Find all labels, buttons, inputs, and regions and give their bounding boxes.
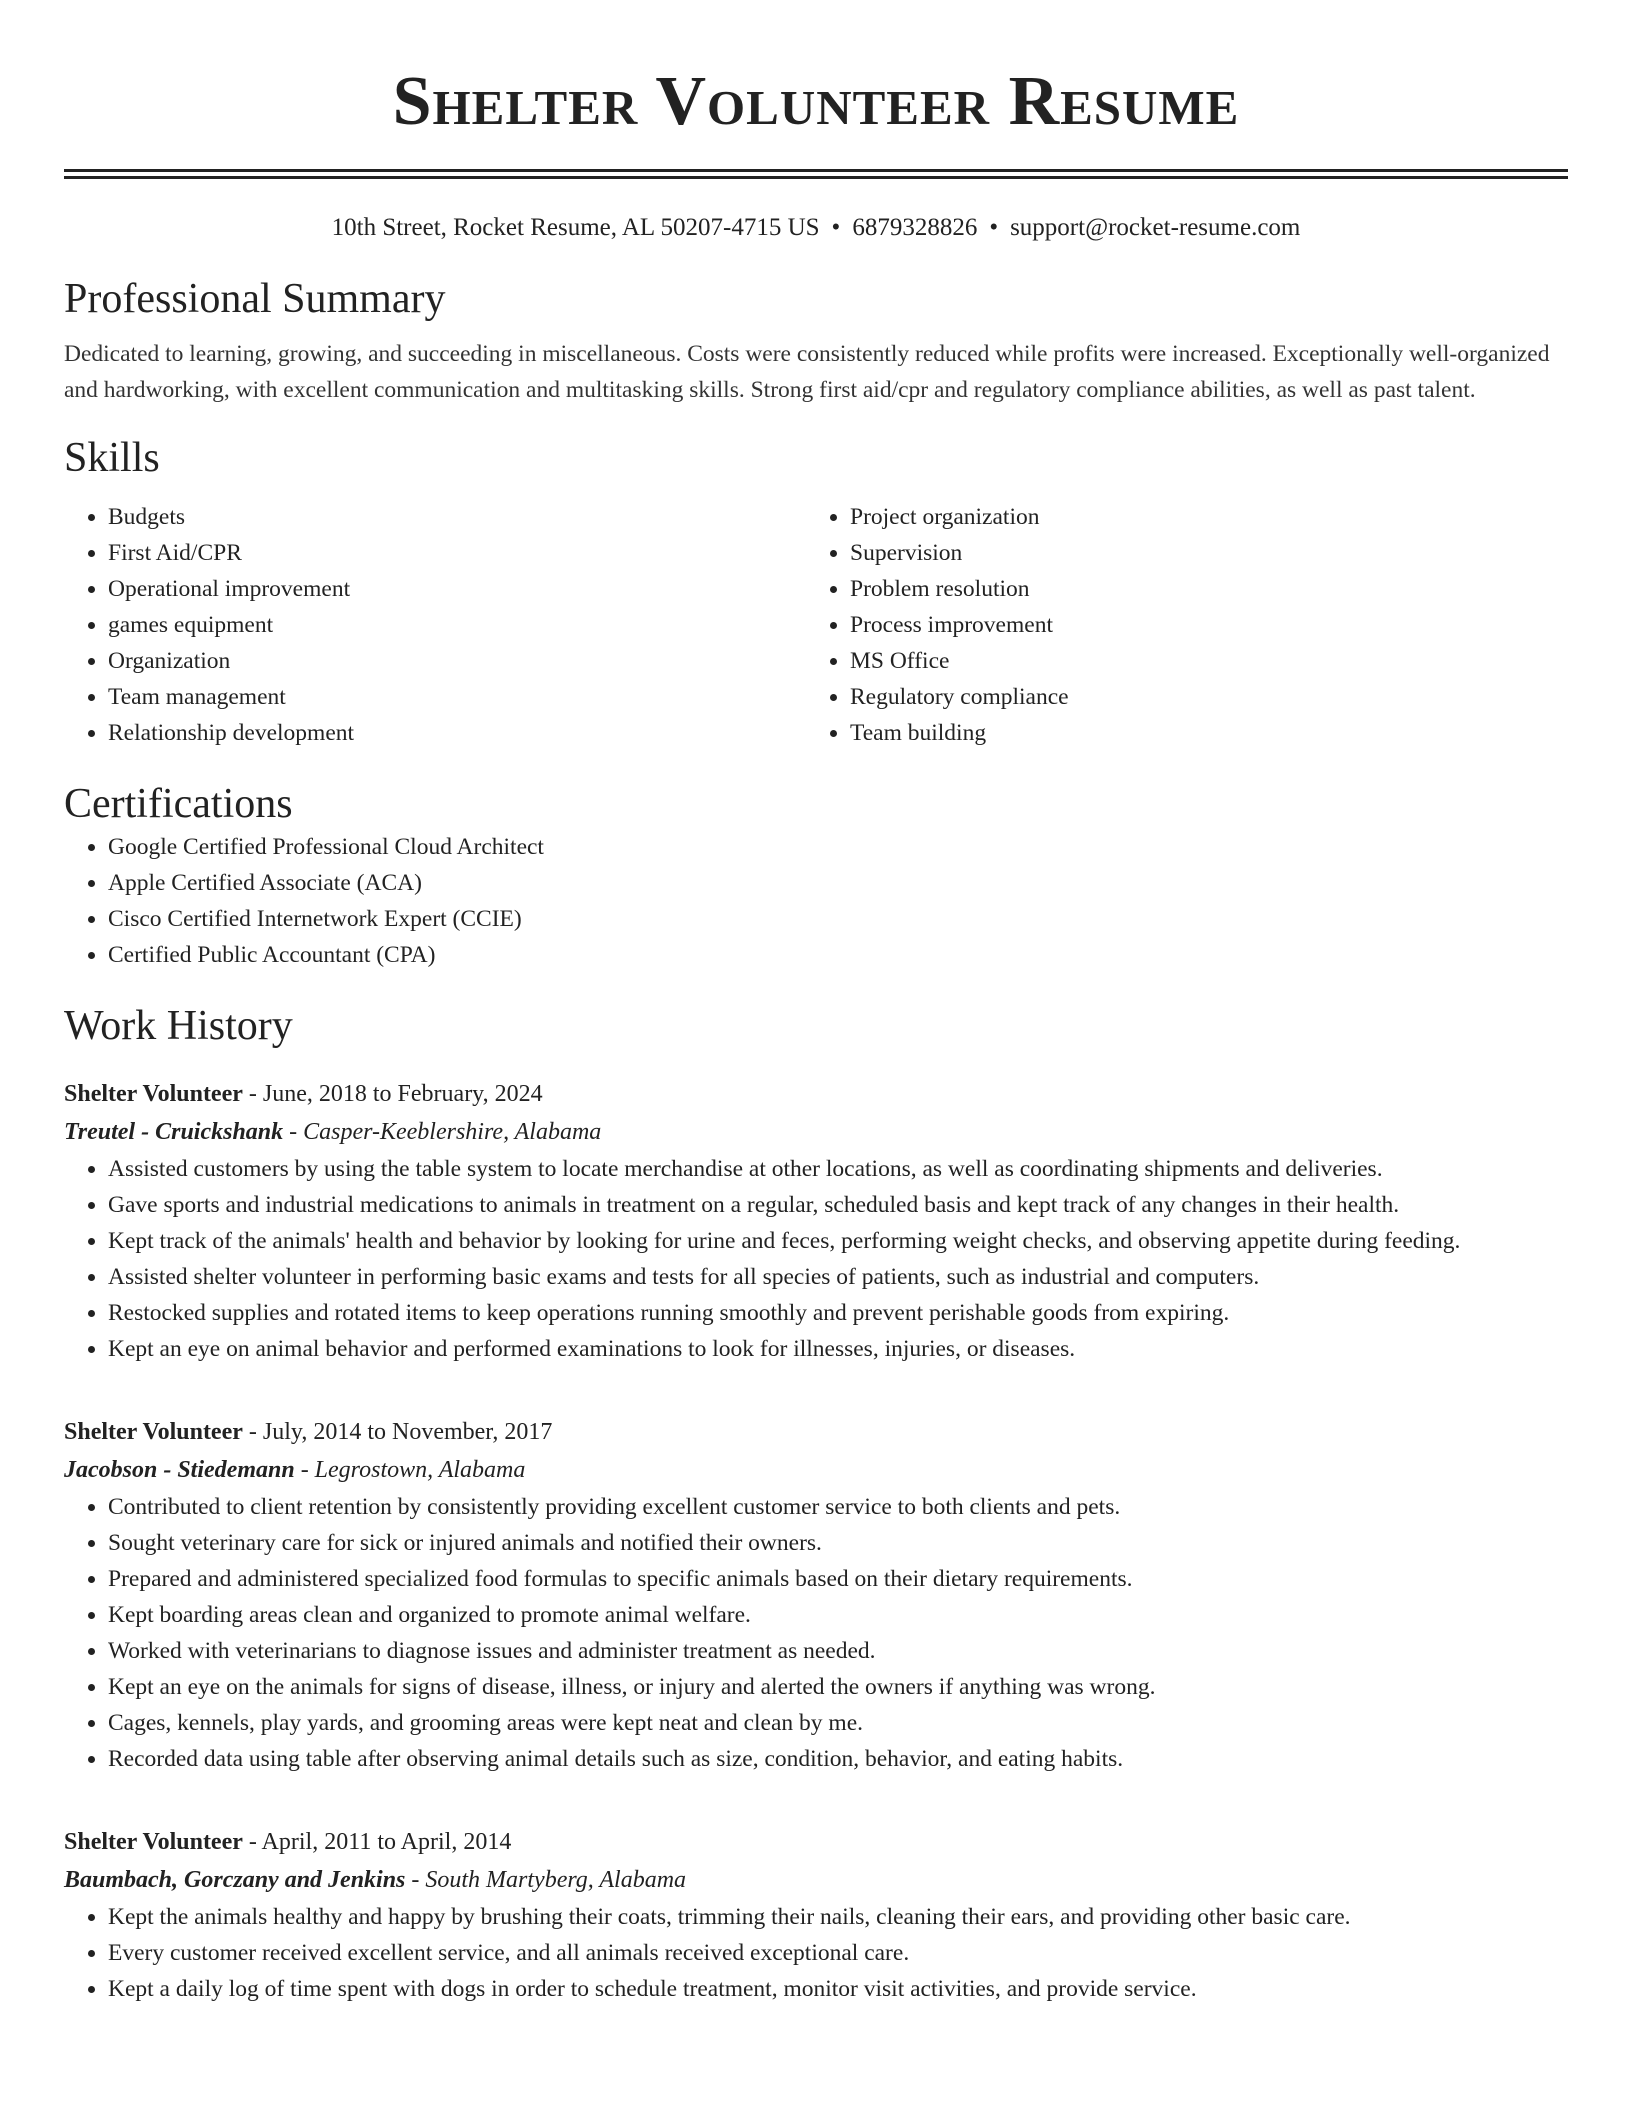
job-role: Shelter Volunteer: [64, 1419, 243, 1445]
resume-page: [64, 0, 1568, 2007]
contact-separator: •: [989, 214, 999, 241]
job-company-line: [64, 1451, 1568, 1489]
skills-list-right: [806, 499, 1548, 751]
contact-email: support@rocket-resume.com: [1010, 214, 1301, 241]
job-bullet: • Kept track of the animals' health and behavior by looking for urine and feces, performing weight checks, and observing appetite during feeding.: [108, 1223, 1568, 1259]
certifications-heading: Certifications: [64, 781, 293, 827]
certification-item: • Google Certified Professional Cloud Architect: [108, 829, 1568, 865]
certification-item: • Cisco Certified Internetwork Expert (CCIE): [108, 901, 1568, 937]
job-bullet: • Contributed to client retention by consistently providing excellent customer service to both clients and pets.: [108, 1489, 1568, 1525]
skill-item: • Relationship development: [108, 715, 806, 751]
job-bullet: • Worked with veterinarians to diagnose issues and administer treatment as needed.: [108, 1633, 1568, 1669]
job-dates: - July, 2014 to November, 2017: [242, 1419, 553, 1445]
job-bullet: • Assisted customers by using the table system to locate merchandise at other locations, as well as coordinating shipments and deliveries.: [108, 1151, 1568, 1187]
job-bullets: [64, 1489, 1568, 1777]
job-bullet: • Kept an eye on animal behavior and performed examinations to look for illnesses, injuries, or diseases.: [108, 1331, 1568, 1367]
title-divider: [64, 169, 1568, 179]
skill-item: • Supervision: [850, 535, 1548, 571]
skills-heading: Skills: [64, 435, 160, 481]
contact-address: 10th Street, Rocket Resume, AL 50207-4715 US: [331, 214, 820, 241]
job-title-line: [64, 1075, 1568, 1113]
job-bullet: • Restocked supplies and rotated items to keep operations running smoothly and prevent perishable goods from expiring.: [108, 1295, 1568, 1331]
job-company: Treutel - Cruickshank: [64, 1119, 284, 1145]
skills-columns: [64, 499, 1568, 751]
skill-item: • Regulatory compliance: [850, 679, 1548, 715]
job-entry: [64, 1075, 1568, 1367]
skill-item: • Team building: [850, 715, 1548, 751]
certification-item: • Certified Public Accountant (CPA): [108, 937, 1568, 973]
job-bullet: • Every customer received excellent service, and all animals received exceptional care.: [108, 1935, 1568, 1971]
job-dates: - April, 2011 to April, 2014: [242, 1829, 512, 1855]
job-bullet: • Prepared and administered specialized food formulas to specific animals based on their dietary requirements.: [108, 1561, 1568, 1597]
job-role: Shelter Volunteer: [64, 1829, 243, 1855]
skill-item: • Process improvement: [850, 607, 1548, 643]
job-entry: [64, 1413, 1568, 1777]
skill-item: • Operational improvement: [108, 571, 806, 607]
skill-item: • Problem resolution: [850, 571, 1548, 607]
job-bullet: • Kept a daily log of time spent with dogs in order to schedule treatment, monitor visit activities, and provide service.: [108, 1971, 1568, 2007]
skill-item: • Organization: [108, 643, 806, 679]
contact-phone: 6879328826: [852, 214, 978, 241]
skill-item: • Project organization: [850, 499, 1548, 535]
skill-item: • MS Office: [850, 643, 1548, 679]
certification-item: • Apple Certified Associate (ACA): [108, 865, 1568, 901]
job-bullets: [64, 1899, 1568, 2007]
job-role: Shelter Volunteer: [64, 1081, 243, 1107]
job-bullet: • Recorded data using table after observing animal details such as size, condition, behavior, and eating habits.: [108, 1741, 1568, 1777]
job-location: - South Martyberg, Alabama: [405, 1867, 687, 1893]
job-company-line: [64, 1113, 1568, 1151]
job-company-line: [64, 1861, 1568, 1899]
contact-separator: •: [831, 214, 841, 241]
skill-item: • games equipment: [108, 607, 806, 643]
job-title-line: [64, 1413, 1568, 1451]
skill-item: • Budgets: [108, 499, 806, 535]
summary-heading: Professional Summary: [64, 276, 446, 322]
job-location: - Casper-Keeblershire, Alabama: [283, 1119, 602, 1145]
certifications-list: [64, 829, 1568, 973]
skill-item: • First Aid/CPR: [108, 535, 806, 571]
skill-item: • Team management: [108, 679, 806, 715]
job-dates: - June, 2018 to February, 2024: [242, 1081, 543, 1107]
work-history-heading: Work History: [64, 1003, 293, 1049]
job-bullet: • Assisted shelter volunteer in performing basic exams and tests for all species of patients, such as industrial and computers.: [108, 1259, 1568, 1295]
job-bullet: • Kept an eye on the animals for signs of disease, illness, or injury and alerted the owners if anything was wrong.: [108, 1669, 1568, 1705]
job-bullet: • Cages, kennels, play yards, and grooming areas were kept neat and clean by me.: [108, 1705, 1568, 1741]
skills-list-left: [64, 499, 806, 751]
job-bullet: • Kept boarding areas clean and organized to promote animal welfare.: [108, 1597, 1568, 1633]
job-location: - Legrostown, Alabama: [294, 1457, 526, 1483]
job-entry: [64, 1823, 1568, 2007]
resume-title: Shelter Volunteer Resume: [392, 63, 1240, 140]
job-company: Baumbach, Gorczany and Jenkins: [64, 1867, 406, 1893]
job-bullets: [64, 1151, 1568, 1367]
contact-info: [64, 213, 1568, 243]
job-bullet: • Kept the animals healthy and happy by brushing their coats, trimming their nails, cleaning their ears, and providing other basic care.: [108, 1899, 1568, 1935]
job-bullet: • Sought veterinary care for sick or injured animals and notified their owners.: [108, 1525, 1568, 1561]
summary-text: Dedicated to learning, growing, and succeeding in miscellaneous. Costs were consistently reduced while profits were increased. Exceptionally well-organized and hardworking, with excellent communication and multitasking skills. Strong first aid/cpr and regulatory compliance abilities, as well as past talent.: [64, 341, 1550, 403]
skills-column-left: [64, 499, 806, 751]
skills-column-right: [806, 499, 1548, 751]
job-bullet: • Gave sports and industrial medications to animals in treatment on a regular, scheduled basis and kept track of any changes in their health.: [108, 1187, 1568, 1223]
job-title-line: [64, 1823, 1568, 1861]
job-company: Jacobson - Stiedemann: [64, 1457, 295, 1483]
